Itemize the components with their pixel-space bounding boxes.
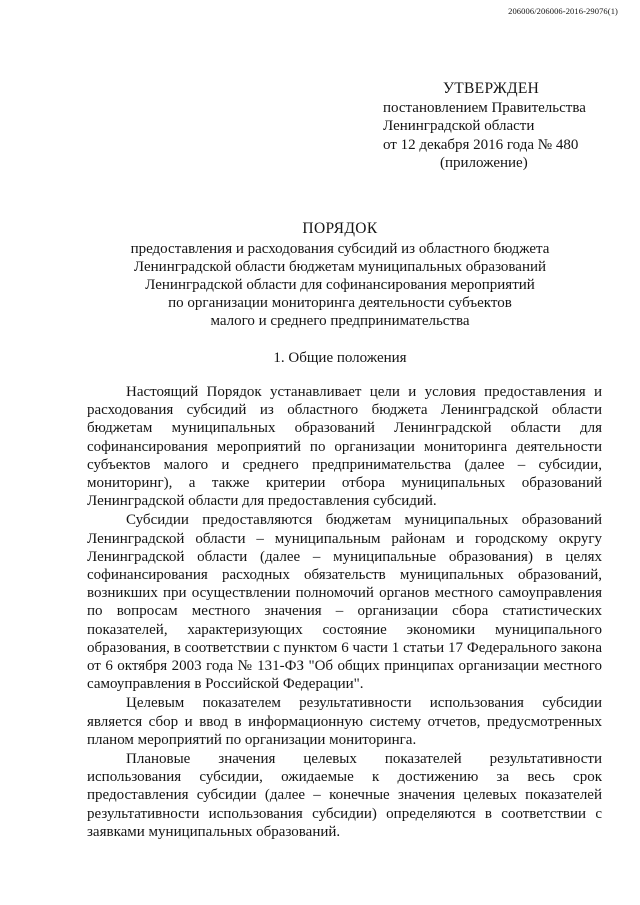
document-subtitle-line: малого и среднего предпринимательства	[210, 313, 470, 329]
body-paragraph: Субсидии предоставляются бюджетам муниципальных образований Ленинградской области – муниципальным районам и городскому округу Ленинградской области (далее – муниципальные образования) в целях софинансирования расходных обязательств муниципальных образований, возникших при осуществлении полномочий органов местного самоуправления по вопросам местного значения – организации сбора статистических показателей, характеризующих состояние экономики муниципального образования, в соответствии с пунктом 6 части 1 статьи 17 Федерального закона от 6 октября 2003 года № 131-ФЗ "Об общих принципах организации местного самоуправления в Российской Федерации".	[87, 512, 602, 693]
document-subtitle-line: предоставления и расходования субсидий из областного бюджета	[130, 241, 550, 257]
document-subtitle-line: Ленинградской области бюджетам муниципальных образований	[133, 259, 547, 275]
body-paragraph: Плановые значения целевых показателей результативности использования субсидии, ожидаемые к достижению за весь срок предоставления субсидии (далее – конечные значения целевых показателей результативности использования субсидии) определяются в соответствии с заявками муниципальных образований.	[87, 751, 602, 840]
document-body	[87, 383, 602, 841]
section-heading: 1. Общие положения	[273, 350, 407, 366]
document-subtitle-line: по организации мониторинга деятельности субъектов	[168, 295, 512, 311]
document-heading	[70, 220, 610, 330]
document-id: 206006/206006-2016-29076(1)	[508, 6, 618, 16]
body-paragraph: Целевым показателем результативности использования субсидии является сбор и ввод в информационную систему отчетов, предусмотренных планом мероприятий по организации мониторинга.	[87, 695, 602, 748]
approval-line: постановлением Правительства	[383, 99, 586, 116]
approval-line: Ленинградской области	[383, 118, 535, 134]
approval-title: УТВЕРЖДЕН	[443, 80, 540, 97]
approval-stamp	[383, 80, 623, 173]
document-subtitle-line: Ленинградской области для софинансирования мероприятий	[145, 277, 535, 293]
approval-line: от 12 декабря 2016 года № 480	[383, 136, 579, 153]
body-paragraph: Настоящий Порядок устанавливает цели и условия предоставления и расходования субсидий из областного бюджета Ленинградской области бюджетам муниципальных образований Ленинградской области для софинансирования мероприятий по организации мониторинга деятельности субъектов малого и среднего предпринимательства (далее – субсидии, мониторинг), а также критерии отбора муниципальных образований Ленинградской области для предоставления субсидий.	[87, 384, 602, 510]
document-title: ПОРЯДОК	[302, 220, 378, 237]
approval-appendix-note: (приложение)	[440, 155, 528, 171]
